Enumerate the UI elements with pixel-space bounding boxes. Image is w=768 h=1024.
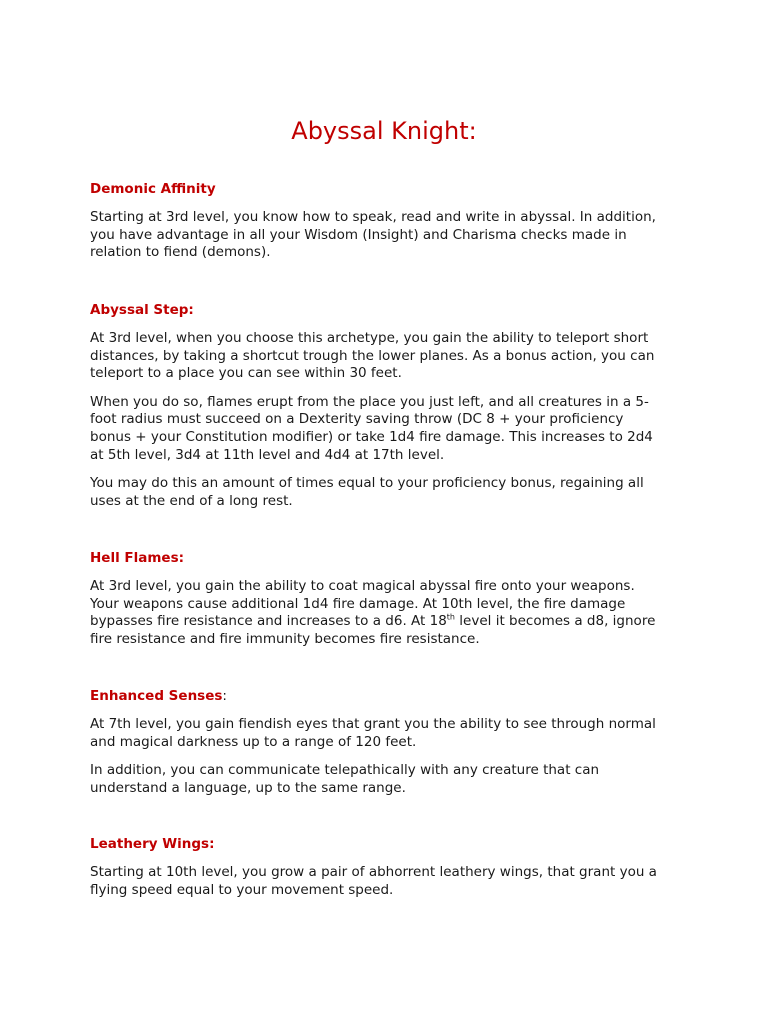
paragraph: You may do this an amount of times equal to your proficiency bonus, regaining all uses at the end of a long rest. <box>90 475 644 509</box>
section-enhanced-senses <box>90 687 680 808</box>
paragraph: When you do so, flames erupt from the place you just left, and all creatures in a 5- foot radius must succeed on a Dexterity saving throw (DC 8 + your proficiency bonus + your Constitution modifier) or take 1d4 fire damage. This increases to 2d4 at 5th level, 3d4 at 11th level and 4d4 at 17th level. <box>90 393 653 463</box>
section-heading <box>90 301 680 319</box>
section-heading <box>90 549 680 567</box>
section-heading <box>90 687 680 705</box>
paragraph: In addition, you can communicate telepathically with any creature that can understand a language, up to the same range. <box>90 762 600 796</box>
section-heading-text: Leathery Wings: <box>90 836 215 852</box>
ordinal-superscript: th <box>446 612 456 622</box>
paragraph: Starting at 3rd level, you know how to speak, read and write in abyssal. In addition, you have advantage in all your Wisdom (Insight) and Charisma checks made in relation to fiend (demons). <box>90 209 656 261</box>
section-leathery-wings <box>90 835 680 910</box>
section-heading-text: Enhanced Senses <box>90 688 223 704</box>
page-title: Abyssal Knight: <box>291 117 477 145</box>
section-heading <box>90 180 680 198</box>
section-abyssal-step <box>90 301 680 521</box>
paragraph: At 7th level, you gain fiendish eyes that grant you the ability to see through normal and magical darkness up to a range of 120 feet. <box>90 716 656 750</box>
section-hell-flames <box>90 549 680 659</box>
paragraph-text-continued: level it becomes a d8, ignore fire resistance and fire immunity becomes fire resistance. <box>90 613 656 647</box>
section-heading-suffix: : <box>222 688 227 704</box>
section-heading-text: Demonic Affinity <box>90 181 216 197</box>
section-heading-text: Abyssal Step: <box>90 302 194 318</box>
section-demonic-affinity <box>90 180 680 273</box>
section-heading <box>90 835 680 853</box>
paragraph: At 3rd level, when you choose this archetype, you gain the ability to teleport short distances, by taking a shortcut trough the lower planes. As a bonus action, you can teleport to a place you can see within 30 feet. <box>90 330 655 382</box>
section-heading-text: Hell Flames: <box>90 550 185 566</box>
paragraph <box>90 578 680 648</box>
paragraph: Starting at 10th level, you grow a pair of abhorrent leathery wings, that grant you a flying speed equal to your movement speed. <box>90 864 657 898</box>
paragraph-text: At 3rd level, you gain the ability to coat magical abyssal fire onto your weapons. Your weapons cause additional 1d4 fire damage. At 10th level, the fire damage bypasses fire resistance and increases to a d6. At 18 <box>90 578 635 630</box>
